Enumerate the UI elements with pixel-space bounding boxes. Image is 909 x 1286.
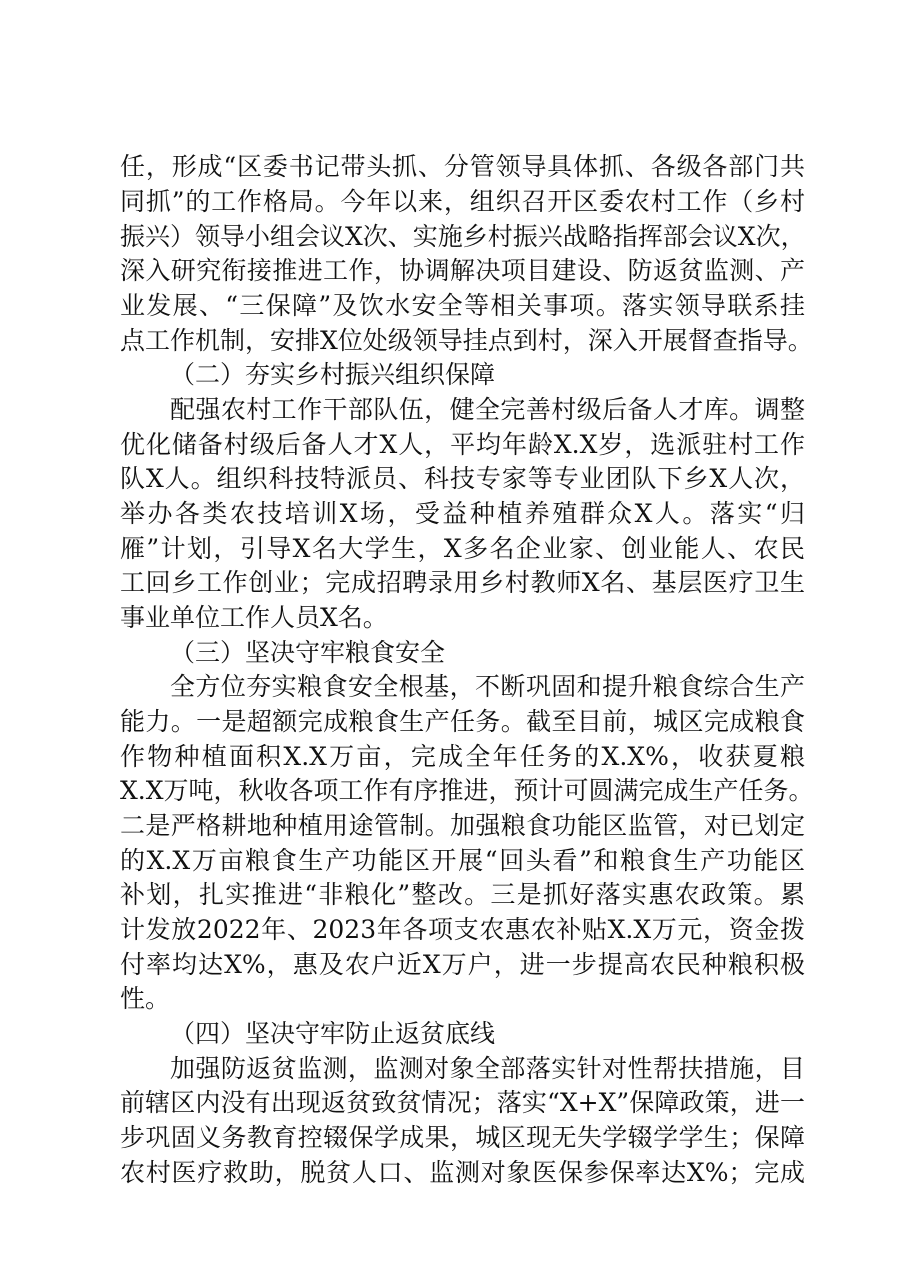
paragraph-2-line: 优化储备村级后备人才X人，平均年龄X.X岁，选派驻村工作 <box>120 430 805 459</box>
paragraph-3-line: 二是严格耕地种植用途管制。加强粮食功能区监管，对已划定 <box>120 811 805 840</box>
section-heading-4: （四）坚决守牢防止返贫底线 <box>170 1019 496 1048</box>
paragraph-1-line: 点工作机制，安排X位处级领导挂点到村，深入开展督查指导。 <box>120 326 813 355</box>
paragraph-1-line: 深入研究衔接推进工作，协调解决项目建设、防返贫监测、产 <box>120 256 805 285</box>
paragraph-3-line: 性。 <box>120 984 171 1013</box>
paragraph-4-line: 步巩固义务教育控辍保学成果，城区现无失学辍学学生；保障 <box>120 1123 805 1152</box>
paragraph-3-line: 作物种植面积X.X万亩，完成全年任务的X.X%，收获夏粮 <box>120 742 805 771</box>
paragraph-4-line: 前辖区内没有出现返贫致贫情况；落实“X+X”保障政策，进一 <box>120 1088 805 1117</box>
section-heading-2: （二）夯实乡村振兴组织保障 <box>170 360 496 389</box>
paragraph-2-line: 队X人。组织科技特派员、科技专家等专业团队下乡X人次， <box>120 464 805 493</box>
section-heading-3: （三）坚决守牢粮食安全 <box>170 638 446 667</box>
paragraph-1-line: 同抓”的工作格局。今年以来，组织召开区委农村工作（乡村 <box>120 187 805 216</box>
paragraph-3-line: X.X万吨，秋收各项工作有序推进，预计可圆满完成生产任务。 <box>120 776 814 805</box>
paragraph-3-line: 付率均达X%，惠及农户近X万户，进一步提高农民种粮积极 <box>120 950 805 979</box>
paragraph-2-line: 配强农村工作干部队伍，健全完善村级后备人才库。调整 <box>170 395 805 424</box>
paragraph-2-line: 工回乡工作创业；完成招聘录用乡村教师X名、基层医疗卫生 <box>120 568 805 597</box>
paragraph-3-line: 的X.X万亩粮食生产功能区开展“回头看”和粮食生产功能区 <box>120 846 805 875</box>
paragraph-3-line: 补划，扎实推进“非粮化”整改。三是抓好落实惠农政策。累 <box>120 880 805 909</box>
paragraph-4-line: 农村医疗救助，脱贫人口、监测对象医保参保率达X%；完成 <box>120 1158 805 1187</box>
paragraph-2-line: 举办各类农技培训X场，受益种植养殖群众X人。落实“归 <box>120 499 805 528</box>
paragraph-2-line: 雁”计划，引导X名大学生，X多名企业家、创业能人、农民 <box>120 534 805 563</box>
paragraph-4-line: 加强防返贫监测，监测对象全部落实针对性帮扶措施，目 <box>170 1054 805 1083</box>
paragraph-1-line: 任，形成“区委书记带头抓、分管领导具体抓、各级各部门共 <box>120 152 805 181</box>
paragraph-2-line: 事业单位工作人员X名。 <box>120 603 388 632</box>
paragraph-3-line: 能力。一是超额完成粮食生产任务。截至目前，城区完成粮食 <box>120 707 805 736</box>
paragraph-1-line: 振兴）领导小组会议X次、实施乡村振兴战略指挥部会议X次， <box>120 222 806 251</box>
paragraph-3-line: 全方位夯实粮食安全根基，不断巩固和提升粮食综合生产 <box>170 672 805 701</box>
paragraph-1-line: 业发展、“三保障”及饮水安全等相关事项。落实领导联系挂 <box>120 291 805 320</box>
paragraph-3-line: 计发放2022年、2023年各项支农惠农补贴X.X万元，资金拨 <box>120 915 805 944</box>
